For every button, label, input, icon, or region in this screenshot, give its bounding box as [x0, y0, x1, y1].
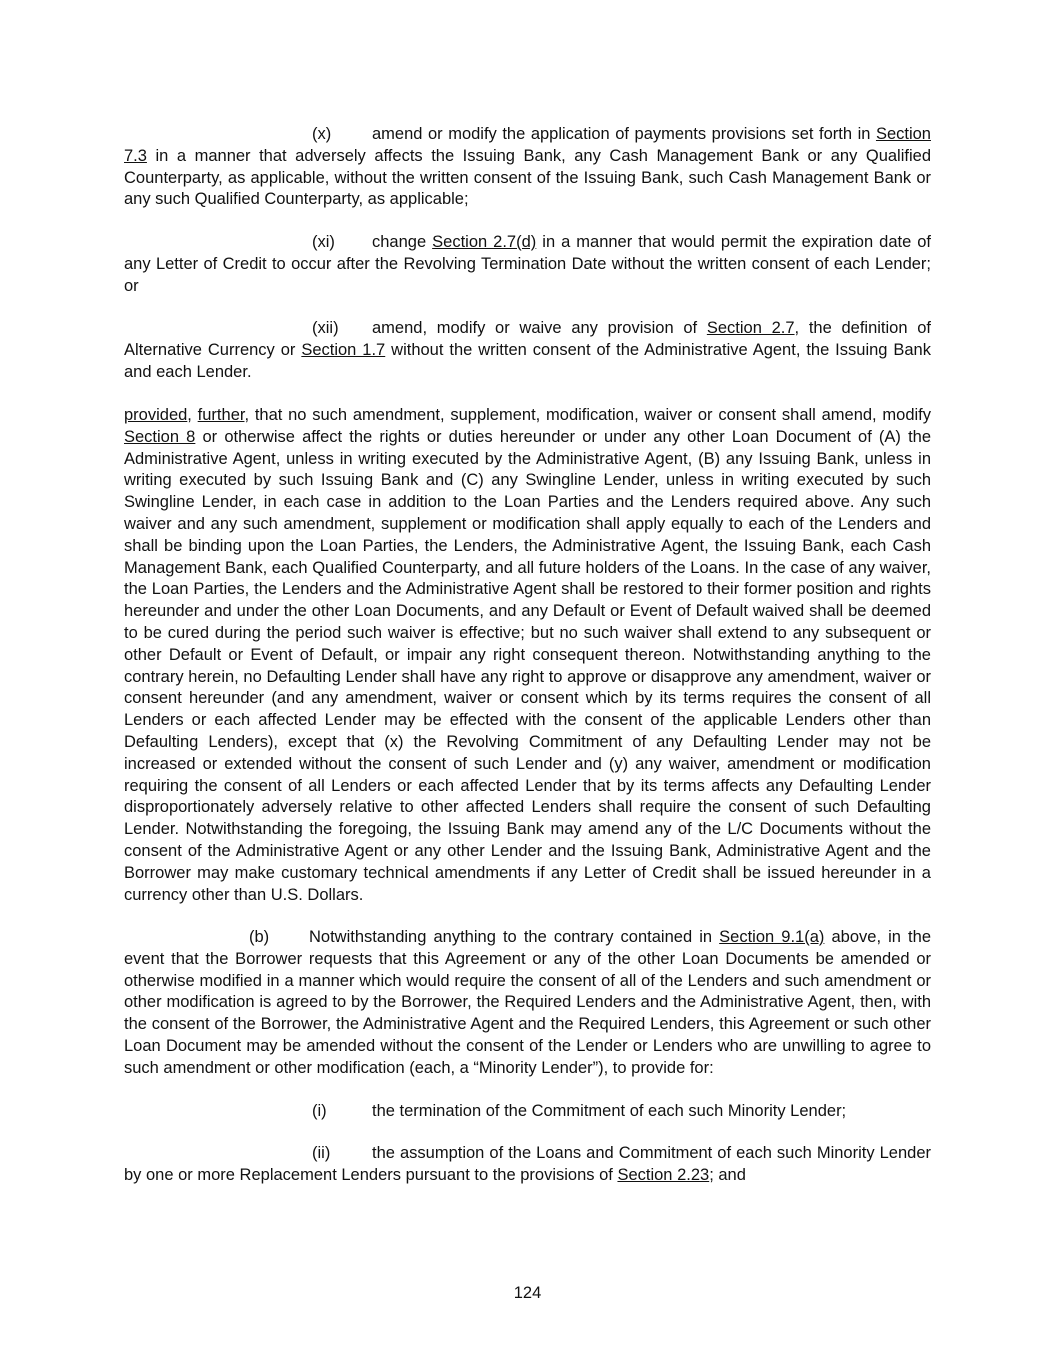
section-7-3-reference: Section 7.3	[124, 125, 931, 165]
clause-b-text-2: above, in the event that the Borrower requests that this Agreement or any of the other Loan Documents be amended or otherwise modified in a manner which would require the consent of all of the Lenders and such amendment or other modification is agreed to by the Borrower, the Required Lenders and the Administrative Agent, then, with the consent of the Borrower, the Administrative Agent and the Required Lenders, this Agreement or such other Loan Document may be amended without the consent of the Lender or Lenders who are unwilling to agree to such amendment or other modification (each, a “Minority Lender”), to provide for:	[124, 928, 931, 1077]
clause-ii-text-1: the assumption of the Loans and Commitment of each such Minority Lender by one or more Replacement Lenders pursuant to the provisions of	[124, 1144, 931, 1184]
clause-xi-marker: (xi)	[312, 233, 335, 251]
section-1-7-reference: Section 1.7	[301, 340, 386, 359]
clause-xii-text-3: without the written consent of the Administrative Agent, the Issuing Bank and each Lender.	[124, 340, 931, 381]
clause-b-marker: (b)	[249, 928, 270, 946]
proviso-paragraph	[124, 405, 931, 906]
proviso-separator: ,	[187, 406, 198, 424]
clause-b-text-1: Notwithstanding anything to the contrary contained in	[309, 928, 720, 946]
proviso-text-2: or otherwise affect the rights or duties hereunder or under any other Loan Document of (A) the Administrative Agent, unless in writing executed by the Administrative Agent, (B) any Issuing Bank, unless in writing executed by such Issuing Bank and (C) any Swingline Lender, unless in writing executed by such Swingline Lender, in each case in addition to the Loan Parties and the Lenders required above. Any such waiver and any such amendment, supplement or modification shall apply equally to each of the Lenders and shall be binding upon the Loan Parties, the Lenders, the Administrative Agent, the Issuing Bank, each Cash Management Bank, each Qualified Counterparty, and all future holders of the Loans. In the case of any waiver, the Loan Parties, the Lenders and the Administrative Agent shall be restored to their former position and rights hereunder and under the other Loan Documents, and any Default or Event of Default waived shall be deemed to be cured during the period such waiver is effective; but no such waiver shall extend to any subsequent or other Default or Event of Default, or impair any right consequent thereon. Notwithstanding anything to the contrary herein, no Defaulting Lender shall have any right to approve or disapprove any amendment, waiver or consent hereunder (and any amendment, waiver or consent which by its terms requires the consent of all Lenders or each affected Lender may be effected with the consent of the applicable Lenders other than Defaulting Lenders), except that (x) the Revolving Commitment of any Defaulting Lender may not be increased or extended without the consent of such Lender and (y) any waiver, amendment or modification requiring the consent of all Lenders or each affected Lender that by its terms affects any Defaulting Lender disproportionately adversely relative to other affected Lenders shall require the consent of such Defaulting Lender. Notwithstanding the foregoing, the Issuing Bank may amend any of the L/C Documents without the consent of the Administrative Agent or any other Lender and the Issuing Bank, Administrative Agent and the Borrower may make customary technical amendments if any Letter of Credit shall be issued hereunder in a currency other than U.S. Dollars.	[124, 427, 932, 904]
clause-xi-text-1: change	[372, 233, 433, 251]
section-2-23-reference: Section 2.23	[617, 1165, 710, 1184]
clause-xi-text-2: in a manner that would permit the expiration date of any Letter of Credit to occur after the Revolving Termination Date without the written consent of each Lender; or	[124, 233, 932, 295]
section-2-7-d-reference: Section 2.7(d)	[432, 233, 537, 251]
clause-b-paragraph	[124, 927, 931, 1080]
clause-xii-text-1: amend, modify or waive any provision of	[372, 319, 707, 337]
clause-xii-marker: (xii)	[312, 319, 339, 337]
further-term: further	[197, 406, 245, 424]
clause-i-marker: (i)	[312, 1102, 327, 1120]
clause-ii-marker: (ii)	[312, 1144, 331, 1162]
clause-xii-text-2: , the definition of Alternative Currency or	[124, 319, 931, 359]
clause-ii-text-2: ; and	[709, 1165, 746, 1184]
provided-term: provided	[124, 406, 188, 424]
clause-x-marker: (x)	[312, 125, 332, 143]
page-number: 124	[513, 1284, 542, 1302]
clause-xii-paragraph	[124, 318, 931, 383]
clause-ii-paragraph	[124, 1143, 931, 1187]
proviso-text-1: , that no such amendment, supplement, modification, waiver or consent shall amend, modify	[244, 406, 932, 424]
section-9-1-a-reference: Section 9.1(a)	[719, 928, 825, 946]
clause-x-text-1: amend or modify the application of payments provisions set forth in	[372, 125, 876, 143]
clause-x-text-2: in a manner that adversely affects the Issuing Bank, any Cash Management Bank or any Qualified Counterparty, as applicable, without the written consent of the Issuing Bank, such Cash Management Bank or any such Qualified Counterparty, as applicable;	[124, 146, 931, 209]
clause-i-text-1: the termination of the Commitment of each such Minority Lender;	[372, 1102, 847, 1120]
section-8-reference: Section 8	[124, 427, 196, 446]
clause-xi-paragraph	[124, 232, 931, 297]
clause-x-paragraph	[124, 124, 931, 211]
clause-i-paragraph	[124, 1101, 931, 1123]
section-2-7-reference: Section 2.7	[706, 319, 795, 337]
